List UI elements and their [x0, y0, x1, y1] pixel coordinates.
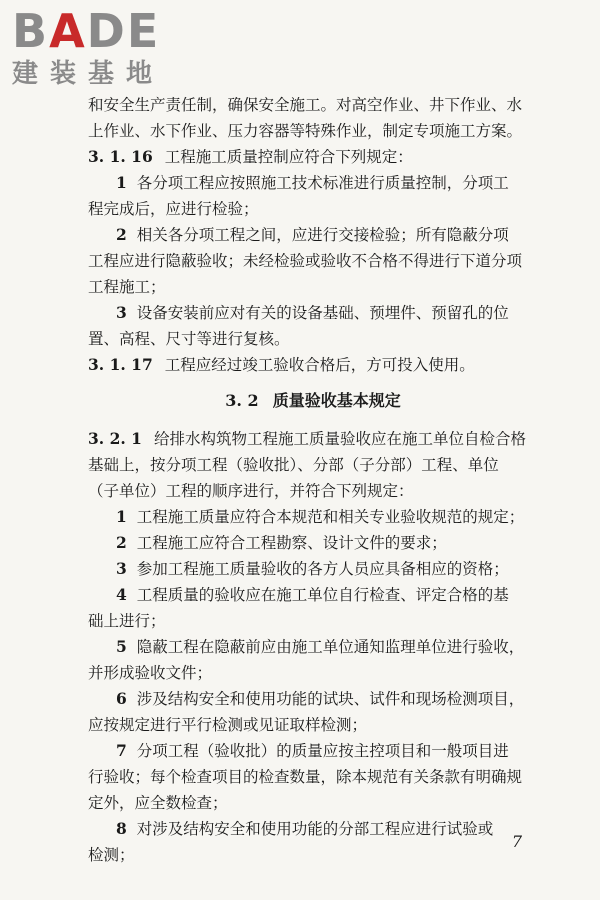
text-line: 检测；: [88, 846, 135, 864]
item-text: 分项工程（验收批）的质量应按主控项目和一般项目进: [136, 742, 509, 760]
item-number: 8: [116, 819, 127, 838]
text-line: 和安全生产责任制，确保安全施工。对高空作业、井下作业、水: [88, 96, 523, 114]
item-text: 隐蔽工程在隐蔽前应由施工单位通知监理单位进行验收，: [136, 638, 525, 656]
page-number: 7: [511, 832, 522, 851]
section-3-1-continuation: [88, 92, 538, 378]
clause-number: 3. 2. 1: [88, 429, 142, 448]
text-line: 上作业、水下作业、压力容器等特殊作业，制定专项施工方案。: [88, 122, 523, 140]
clause-text: 工程施工质量控制应符合下列规定：: [164, 148, 413, 166]
item-number: 3: [116, 559, 127, 578]
list-item-line: [88, 582, 538, 608]
clause-line: [88, 426, 538, 452]
item-text: 设备安装前应对有关的设备基础、预埋件、预留孔的位: [136, 304, 509, 322]
section-heading: [88, 388, 538, 414]
text-line: 并形成验收文件；: [88, 664, 213, 682]
list-item-line: [88, 634, 538, 660]
text-line: （子单位）工程的顺序进行，并符合下列规定：: [88, 482, 414, 500]
item-number: 1: [116, 507, 127, 526]
list-item-line: [88, 300, 538, 326]
clause-text: 工程应经过竣工验收合格后，方可投入使用。: [164, 356, 475, 374]
item-number: 2: [116, 533, 127, 552]
item-number: 5: [116, 637, 127, 656]
text-line: 础上进行；: [88, 612, 166, 630]
item-number: 6: [116, 689, 127, 708]
text-line: 置、高程、尺寸等进行复核。: [88, 330, 290, 348]
item-text: 涉及结构安全和使用功能的试块、试件和现场检测项目，: [136, 690, 525, 708]
clause-text: 给排水构筑物工程施工质量验收应在施工单位自检合格: [153, 430, 526, 448]
item-number: 1: [116, 173, 127, 192]
text-line: 行验收；每个检查项目的检查数量，除本规范有关条款有明确规: [88, 768, 523, 786]
item-text: 各分项工程应按照施工技术标准进行质量控制，分项工: [136, 174, 509, 192]
text-line: 基础上，按分项工程（验收批）、分部（子分部）工程、单位: [88, 456, 499, 474]
item-text: 工程施工质量应符合本规范和相关专业验收规范的规定；: [136, 508, 525, 526]
logo-chinese-text: 建装基地: [12, 59, 165, 89]
text-line: 工程应进行隐蔽验收；未经检验或验收不合格不得进行下道分项: [88, 252, 523, 270]
list-item-line: [88, 222, 538, 248]
item-text: 对涉及结构安全和使用功能的分部工程应进行试验或: [136, 820, 494, 838]
item-number: 3: [116, 303, 127, 322]
item-text: 工程施工应符合工程勘察、设计文件的要求；: [136, 534, 447, 552]
bade-logo: [12, 6, 182, 90]
text-line: 工程施工；: [88, 278, 166, 296]
item-number: 4: [116, 585, 127, 604]
section-3-2-body: [88, 426, 538, 868]
list-item-line: [88, 170, 538, 196]
item-text: 相关各分项工程之间，应进行交接检验；所有隐蔽分项: [136, 226, 509, 244]
text-line: 应按规定进行平行检测或见证取样检测；: [88, 716, 368, 734]
section-number: 3. 2: [225, 391, 259, 410]
section-title: 质量验收基本规定: [272, 391, 401, 410]
item-number: 2: [116, 225, 127, 244]
text-line: 定外，应全数检查；: [88, 794, 228, 812]
list-item-line: [88, 530, 538, 556]
clause-number: 3. 1. 17: [88, 355, 153, 374]
clause-line: [88, 352, 538, 378]
clause-number: 3. 1. 16: [88, 147, 153, 166]
list-item-line: [88, 738, 538, 764]
item-number: 7: [116, 741, 127, 760]
item-text: 工程质量的验收应在施工单位自行检查、评定合格的基: [136, 586, 509, 604]
list-item-line: [88, 816, 538, 842]
clause-line: [88, 144, 538, 170]
logo-wordmark: BADE: [12, 4, 161, 58]
document-body: [88, 92, 538, 868]
list-item-line: [88, 504, 538, 530]
item-text: 参加工程施工质量验收的各方人员应具备相应的资格；: [136, 560, 509, 578]
list-item-line: [88, 686, 538, 712]
text-line: 程完成后，应进行检验；: [88, 200, 259, 218]
list-item-line: [88, 556, 538, 582]
